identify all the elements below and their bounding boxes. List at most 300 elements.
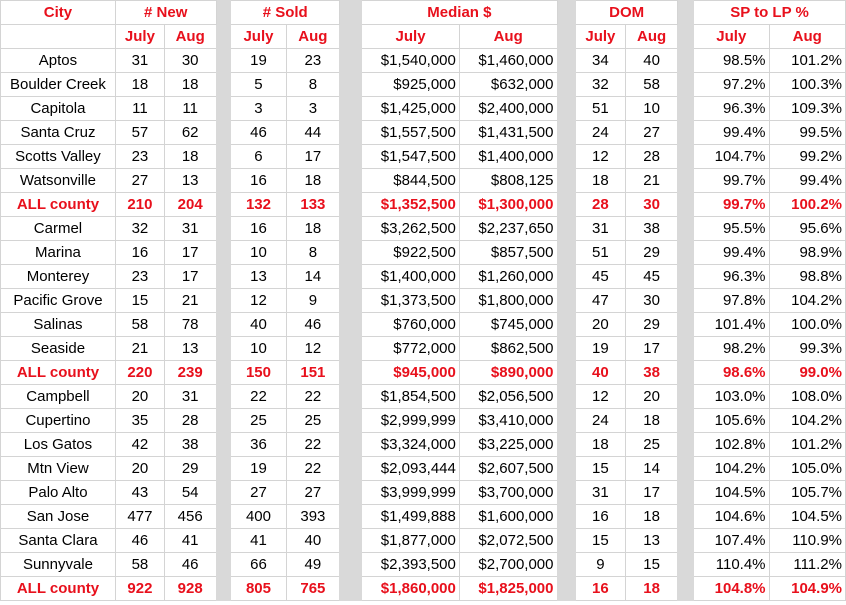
median-july-cell[interactable]: $1,425,000 <box>362 97 460 121</box>
sp-aug-cell[interactable]: 99.0% <box>769 361 845 385</box>
city-cell[interactable]: Palo Alto <box>1 481 116 505</box>
dom-aug-cell[interactable]: 30 <box>625 289 678 313</box>
sold-july-cell[interactable]: 16 <box>231 217 286 241</box>
city-cell[interactable]: ALL county <box>1 193 116 217</box>
median-aug-cell[interactable]: $2,400,000 <box>459 97 557 121</box>
new-july-cell[interactable]: 27 <box>115 169 164 193</box>
median-aug-cell[interactable]: $1,800,000 <box>459 289 557 313</box>
sold-july-cell[interactable]: 13 <box>231 265 286 289</box>
dom-header[interactable]: DOM <box>575 1 677 25</box>
median-july-cell[interactable]: $1,373,500 <box>362 289 460 313</box>
city-cell[interactable]: Capitola <box>1 97 116 121</box>
column-gap <box>557 1 575 601</box>
sp-aug-cell[interactable]: 111.2% <box>769 553 845 577</box>
sold-aug-cell[interactable]: 46 <box>286 313 339 337</box>
median-july-cell[interactable]: $772,000 <box>362 337 460 361</box>
sp-lp-header[interactable]: SP to LP % <box>694 1 846 25</box>
city-cell[interactable]: Watsonville <box>1 169 116 193</box>
dom-aug-cell[interactable]: 40 <box>625 49 678 73</box>
dom-aug-header[interactable]: Aug <box>625 25 678 49</box>
sp-aug-cell[interactable]: 100.3% <box>769 73 845 97</box>
dom-july-cell[interactable]: 32 <box>575 73 625 97</box>
median-aug-cell[interactable]: $3,700,000 <box>459 481 557 505</box>
dom-july-cell[interactable]: 31 <box>575 481 625 505</box>
sold-july-cell[interactable]: 22 <box>231 385 286 409</box>
sold-july-cell[interactable]: 19 <box>231 49 286 73</box>
sold-aug-cell[interactable]: 22 <box>286 433 339 457</box>
city-cell[interactable]: Boulder Creek <box>1 73 116 97</box>
city-cell[interactable]: Aptos <box>1 49 116 73</box>
sold-aug-cell[interactable]: 3 <box>286 97 339 121</box>
sp-aug-cell[interactable]: 109.3% <box>769 97 845 121</box>
new-aug-cell[interactable]: 17 <box>164 265 216 289</box>
sp-aug-cell[interactable]: 104.5% <box>769 505 845 529</box>
new-july-cell[interactable]: 20 <box>115 385 164 409</box>
table-row <box>1 49 846 73</box>
new-july-cell[interactable]: 15 <box>115 289 164 313</box>
city-cell[interactable]: ALL county <box>1 361 116 385</box>
median-july-cell[interactable]: $2,093,444 <box>362 457 460 481</box>
sp-aug-cell[interactable]: 104.9% <box>769 577 845 601</box>
new-july-cell[interactable]: 20 <box>115 457 164 481</box>
sp-july-cell[interactable]: 104.6% <box>694 505 769 529</box>
table-row <box>1 385 846 409</box>
new-july-cell[interactable]: 31 <box>115 49 164 73</box>
median-july-cell[interactable]: $945,000 <box>362 361 460 385</box>
new-july-cell[interactable]: 23 <box>115 265 164 289</box>
sold-aug-cell[interactable]: 22 <box>286 457 339 481</box>
median-july-cell[interactable]: $3,999,999 <box>362 481 460 505</box>
new-aug-cell[interactable]: 30 <box>164 49 216 73</box>
table-row <box>1 121 846 145</box>
new-aug-cell[interactable]: 18 <box>164 145 216 169</box>
dom-aug-cell[interactable]: 25 <box>625 433 678 457</box>
sp-aug-cell[interactable]: 110.9% <box>769 529 845 553</box>
dom-july-cell[interactable]: 51 <box>575 97 625 121</box>
new-july-cell[interactable]: 16 <box>115 241 164 265</box>
dom-aug-cell[interactable]: 38 <box>625 217 678 241</box>
sp-july-cell[interactable]: 97.2% <box>694 73 769 97</box>
table-row-total <box>1 577 846 601</box>
dom-july-cell[interactable]: 34 <box>575 49 625 73</box>
median-july-cell[interactable]: $1,352,500 <box>362 193 460 217</box>
sp-july-cell[interactable]: 104.2% <box>694 457 769 481</box>
new-july-cell[interactable]: 58 <box>115 313 164 337</box>
sold-july-cell[interactable]: 40 <box>231 313 286 337</box>
new-july-cell[interactable]: 46 <box>115 529 164 553</box>
sp-aug-cell[interactable]: 100.2% <box>769 193 845 217</box>
sp-july-cell[interactable]: 98.5% <box>694 49 769 73</box>
sold-july-cell[interactable]: 805 <box>231 577 286 601</box>
new-july-cell[interactable]: 922 <box>115 577 164 601</box>
median-aug-cell[interactable]: $1,460,000 <box>459 49 557 73</box>
sp-july-cell[interactable]: 96.3% <box>694 265 769 289</box>
sold-aug-cell[interactable]: 133 <box>286 193 339 217</box>
median-aug-cell[interactable]: $3,410,000 <box>459 409 557 433</box>
table-row <box>1 529 846 553</box>
new-aug-cell[interactable]: 11 <box>164 97 216 121</box>
dom-july-cell[interactable]: 16 <box>575 577 625 601</box>
table-row <box>1 265 846 289</box>
dom-july-cell[interactable]: 20 <box>575 313 625 337</box>
sold-july-cell[interactable]: 16 <box>231 169 286 193</box>
median-aug-cell[interactable]: $1,400,000 <box>459 145 557 169</box>
sold-aug-cell[interactable]: 9 <box>286 289 339 313</box>
month-header-row <box>1 25 846 49</box>
empty-cell[interactable] <box>1 25 116 49</box>
table-row <box>1 73 846 97</box>
new-july-cell[interactable]: 32 <box>115 217 164 241</box>
table-row <box>1 457 846 481</box>
sp-july-header[interactable]: July <box>694 25 769 49</box>
sp-aug-cell[interactable]: 95.6% <box>769 217 845 241</box>
new-july-cell[interactable]: 18 <box>115 73 164 97</box>
sp-aug-cell[interactable]: 99.4% <box>769 169 845 193</box>
sp-aug-cell[interactable]: 105.7% <box>769 481 845 505</box>
median-july-cell[interactable]: $1,557,500 <box>362 121 460 145</box>
median-aug-cell[interactable]: $890,000 <box>459 361 557 385</box>
sp-aug-cell[interactable]: 99.3% <box>769 337 845 361</box>
new-aug-cell[interactable]: 13 <box>164 337 216 361</box>
sold-july-cell[interactable]: 10 <box>231 337 286 361</box>
new-aug-cell[interactable]: 21 <box>164 289 216 313</box>
city-cell[interactable]: ALL county <box>1 577 116 601</box>
sp-july-cell[interactable]: 102.8% <box>694 433 769 457</box>
dom-aug-cell[interactable]: 27 <box>625 121 678 145</box>
sold-july-cell[interactable]: 36 <box>231 433 286 457</box>
median-july-header[interactable]: July <box>362 25 460 49</box>
dom-july-cell[interactable]: 15 <box>575 529 625 553</box>
table-row-total <box>1 193 846 217</box>
new-header[interactable]: # New <box>115 1 216 25</box>
sp-july-cell[interactable]: 107.4% <box>694 529 769 553</box>
dom-aug-cell[interactable]: 29 <box>625 241 678 265</box>
dom-july-cell[interactable]: 15 <box>575 457 625 481</box>
sp-july-cell[interactable]: 104.7% <box>694 145 769 169</box>
city-header[interactable]: City <box>1 1 116 25</box>
median-july-cell[interactable]: $3,262,500 <box>362 217 460 241</box>
new-aug-cell[interactable]: 62 <box>164 121 216 145</box>
sold-aug-cell[interactable]: 12 <box>286 337 339 361</box>
sp-july-cell[interactable]: 98.6% <box>694 361 769 385</box>
sp-aug-cell[interactable]: 105.0% <box>769 457 845 481</box>
sold-july-cell[interactable]: 41 <box>231 529 286 553</box>
median-aug-cell[interactable]: $2,056,500 <box>459 385 557 409</box>
median-aug-cell[interactable]: $1,260,000 <box>459 265 557 289</box>
sold-july-cell[interactable]: 25 <box>231 409 286 433</box>
column-gap <box>216 1 231 601</box>
new-aug-cell[interactable]: 46 <box>164 553 216 577</box>
new-aug-cell[interactable]: 239 <box>164 361 216 385</box>
city-cell[interactable]: Sunnyvale <box>1 553 116 577</box>
median-aug-header[interactable]: Aug <box>459 25 557 49</box>
sold-aug-cell[interactable]: 18 <box>286 217 339 241</box>
dom-july-cell[interactable]: 16 <box>575 505 625 529</box>
dom-july-cell[interactable]: 9 <box>575 553 625 577</box>
median-aug-cell[interactable]: $2,607,500 <box>459 457 557 481</box>
sold-july-cell[interactable]: 10 <box>231 241 286 265</box>
dom-july-header[interactable]: July <box>575 25 625 49</box>
dom-july-cell[interactable]: 51 <box>575 241 625 265</box>
sp-july-cell[interactable]: 98.2% <box>694 337 769 361</box>
median-aug-cell[interactable]: $3,225,000 <box>459 433 557 457</box>
sold-aug-cell[interactable]: 18 <box>286 169 339 193</box>
sold-aug-cell[interactable]: 49 <box>286 553 339 577</box>
new-aug-cell[interactable]: 29 <box>164 457 216 481</box>
dom-july-cell[interactable]: 45 <box>575 265 625 289</box>
dom-july-cell[interactable]: 19 <box>575 337 625 361</box>
median-aug-cell[interactable]: $862,500 <box>459 337 557 361</box>
sold-july-cell[interactable]: 19 <box>231 457 286 481</box>
sp-july-cell[interactable]: 99.4% <box>694 241 769 265</box>
sold-july-cell[interactable]: 3 <box>231 97 286 121</box>
dom-july-cell[interactable]: 24 <box>575 409 625 433</box>
table-row <box>1 553 846 577</box>
sold-july-header[interactable]: July <box>231 25 286 49</box>
city-cell[interactable]: Marina <box>1 241 116 265</box>
sold-july-cell[interactable]: 5 <box>231 73 286 97</box>
median-aug-cell[interactable]: $2,237,650 <box>459 217 557 241</box>
sp-aug-cell[interactable]: 98.8% <box>769 265 845 289</box>
sold-aug-header[interactable]: Aug <box>286 25 339 49</box>
dom-aug-cell[interactable]: 20 <box>625 385 678 409</box>
new-july-cell[interactable]: 220 <box>115 361 164 385</box>
new-aug-cell[interactable]: 18 <box>164 73 216 97</box>
header-row <box>1 1 846 25</box>
table-row <box>1 169 846 193</box>
sp-july-cell[interactable]: 110.4% <box>694 553 769 577</box>
sp-july-cell[interactable]: 104.5% <box>694 481 769 505</box>
median-aug-cell[interactable]: $808,125 <box>459 169 557 193</box>
sp-july-cell[interactable]: 96.3% <box>694 97 769 121</box>
sold-aug-cell[interactable]: 44 <box>286 121 339 145</box>
new-july-cell[interactable]: 477 <box>115 505 164 529</box>
new-july-header[interactable]: July <box>115 25 164 49</box>
table-row-total <box>1 361 846 385</box>
table-row <box>1 433 846 457</box>
sold-aug-cell[interactable]: 151 <box>286 361 339 385</box>
sold-july-cell[interactable]: 46 <box>231 121 286 145</box>
new-aug-cell[interactable]: 17 <box>164 241 216 265</box>
table-row <box>1 217 846 241</box>
dom-july-cell[interactable]: 18 <box>575 169 625 193</box>
new-aug-cell[interactable]: 204 <box>164 193 216 217</box>
sold-aug-cell[interactable]: 765 <box>286 577 339 601</box>
dom-aug-cell[interactable]: 10 <box>625 97 678 121</box>
median-july-cell[interactable]: $1,540,000 <box>362 49 460 73</box>
city-cell[interactable]: Campbell <box>1 385 116 409</box>
sold-aug-cell[interactable]: 393 <box>286 505 339 529</box>
sold-aug-cell[interactable]: 14 <box>286 265 339 289</box>
new-july-cell[interactable]: 57 <box>115 121 164 145</box>
sold-aug-cell[interactable]: 8 <box>286 241 339 265</box>
new-july-cell[interactable]: 35 <box>115 409 164 433</box>
new-aug-cell[interactable]: 13 <box>164 169 216 193</box>
median-aug-cell[interactable]: $2,700,000 <box>459 553 557 577</box>
new-july-cell[interactable]: 11 <box>115 97 164 121</box>
table-row <box>1 481 846 505</box>
city-cell[interactable]: Mtn View <box>1 457 116 481</box>
median-july-cell[interactable]: $1,499,888 <box>362 505 460 529</box>
dom-aug-cell[interactable]: 15 <box>625 553 678 577</box>
sold-aug-cell[interactable]: 22 <box>286 385 339 409</box>
median-july-cell[interactable]: $925,000 <box>362 73 460 97</box>
median-july-cell[interactable]: $922,500 <box>362 241 460 265</box>
sold-aug-cell[interactable]: 25 <box>286 409 339 433</box>
new-aug-cell[interactable]: 78 <box>164 313 216 337</box>
sp-july-cell[interactable]: 99.7% <box>694 169 769 193</box>
sp-aug-cell[interactable]: 101.2% <box>769 49 845 73</box>
sp-aug-cell[interactable]: 104.2% <box>769 409 845 433</box>
city-cell[interactable]: Monterey <box>1 265 116 289</box>
dom-aug-cell[interactable]: 38 <box>625 361 678 385</box>
dom-july-cell[interactable]: 18 <box>575 433 625 457</box>
dom-aug-cell[interactable]: 17 <box>625 481 678 505</box>
sp-aug-header[interactable]: Aug <box>769 25 845 49</box>
city-cell[interactable]: Santa Clara <box>1 529 116 553</box>
sold-july-cell[interactable]: 150 <box>231 361 286 385</box>
sold-aug-cell[interactable]: 27 <box>286 481 339 505</box>
column-gap <box>678 1 694 601</box>
new-aug-cell[interactable]: 28 <box>164 409 216 433</box>
dom-aug-cell[interactable]: 17 <box>625 337 678 361</box>
dom-aug-cell[interactable]: 29 <box>625 313 678 337</box>
sold-aug-cell[interactable]: 23 <box>286 49 339 73</box>
dom-aug-cell[interactable]: 28 <box>625 145 678 169</box>
sp-aug-cell[interactable]: 100.0% <box>769 313 845 337</box>
city-cell[interactable]: Scotts Valley <box>1 145 116 169</box>
median-july-cell[interactable]: $760,000 <box>362 313 460 337</box>
median-header[interactable]: Median $ <box>362 1 557 25</box>
dom-aug-cell[interactable]: 18 <box>625 577 678 601</box>
dom-aug-cell[interactable]: 18 <box>625 505 678 529</box>
new-july-cell[interactable]: 58 <box>115 553 164 577</box>
dom-aug-cell[interactable]: 30 <box>625 193 678 217</box>
new-aug-cell[interactable]: 38 <box>164 433 216 457</box>
sp-aug-cell[interactable]: 99.5% <box>769 121 845 145</box>
median-july-cell[interactable]: $844,500 <box>362 169 460 193</box>
sp-july-cell[interactable]: 99.7% <box>694 193 769 217</box>
new-july-cell[interactable]: 210 <box>115 193 164 217</box>
median-aug-cell[interactable]: $857,500 <box>459 241 557 265</box>
new-july-cell[interactable]: 43 <box>115 481 164 505</box>
median-july-cell[interactable]: $3,324,000 <box>362 433 460 457</box>
sold-header[interactable]: # Sold <box>231 1 340 25</box>
dom-july-cell[interactable]: 28 <box>575 193 625 217</box>
median-aug-cell[interactable]: $1,431,500 <box>459 121 557 145</box>
dom-aug-cell[interactable]: 18 <box>625 409 678 433</box>
dom-aug-cell[interactable]: 13 <box>625 529 678 553</box>
new-july-cell[interactable]: 42 <box>115 433 164 457</box>
median-july-cell[interactable]: $1,877,000 <box>362 529 460 553</box>
new-aug-cell[interactable]: 31 <box>164 385 216 409</box>
city-cell[interactable]: Salinas <box>1 313 116 337</box>
sp-july-cell[interactable]: 95.5% <box>694 217 769 241</box>
median-aug-cell[interactable]: $1,300,000 <box>459 193 557 217</box>
median-aug-cell[interactable]: $1,600,000 <box>459 505 557 529</box>
dom-aug-cell[interactable]: 45 <box>625 265 678 289</box>
sp-aug-cell[interactable]: 108.0% <box>769 385 845 409</box>
median-july-cell[interactable]: $2,393,500 <box>362 553 460 577</box>
city-cell[interactable]: Seaside <box>1 337 116 361</box>
new-aug-cell[interactable]: 54 <box>164 481 216 505</box>
sp-aug-cell[interactable]: 101.2% <box>769 433 845 457</box>
sp-aug-cell[interactable]: 104.2% <box>769 289 845 313</box>
new-july-cell[interactable]: 21 <box>115 337 164 361</box>
city-cell[interactable]: Carmel <box>1 217 116 241</box>
median-aug-cell[interactable]: $745,000 <box>459 313 557 337</box>
sp-july-cell[interactable]: 103.0% <box>694 385 769 409</box>
sp-july-cell[interactable]: 101.4% <box>694 313 769 337</box>
sp-aug-cell[interactable]: 98.9% <box>769 241 845 265</box>
new-aug-cell[interactable]: 41 <box>164 529 216 553</box>
table-row <box>1 241 846 265</box>
dom-july-cell[interactable]: 31 <box>575 217 625 241</box>
sp-july-cell[interactable]: 104.8% <box>694 577 769 601</box>
column-gap <box>340 1 362 601</box>
dom-july-cell[interactable]: 40 <box>575 361 625 385</box>
sold-aug-cell[interactable]: 8 <box>286 73 339 97</box>
table-row <box>1 97 846 121</box>
city-cell[interactable]: Santa Cruz <box>1 121 116 145</box>
dom-aug-cell[interactable]: 58 <box>625 73 678 97</box>
table-row <box>1 313 846 337</box>
sold-aug-cell[interactable]: 17 <box>286 145 339 169</box>
new-july-cell[interactable]: 23 <box>115 145 164 169</box>
median-aug-cell[interactable]: $632,000 <box>459 73 557 97</box>
median-july-cell[interactable]: $1,547,500 <box>362 145 460 169</box>
sp-july-cell[interactable]: 105.6% <box>694 409 769 433</box>
table-row <box>1 505 846 529</box>
sp-aug-cell[interactable]: 99.2% <box>769 145 845 169</box>
table-row <box>1 409 846 433</box>
table-row <box>1 145 846 169</box>
new-aug-cell[interactable]: 928 <box>164 577 216 601</box>
sold-july-cell[interactable]: 27 <box>231 481 286 505</box>
median-july-cell[interactable]: $1,854,500 <box>362 385 460 409</box>
median-july-cell[interactable]: $1,400,000 <box>362 265 460 289</box>
city-cell[interactable]: Los Gatos <box>1 433 116 457</box>
median-aug-cell[interactable]: $1,825,000 <box>459 577 557 601</box>
dom-july-cell[interactable]: 12 <box>575 145 625 169</box>
median-july-cell[interactable]: $2,999,999 <box>362 409 460 433</box>
new-aug-header[interactable]: Aug <box>164 25 216 49</box>
sold-july-cell[interactable]: 6 <box>231 145 286 169</box>
median-aug-cell[interactable]: $2,072,500 <box>459 529 557 553</box>
sp-july-cell[interactable]: 99.4% <box>694 121 769 145</box>
new-aug-cell[interactable]: 31 <box>164 217 216 241</box>
sp-july-cell[interactable]: 97.8% <box>694 289 769 313</box>
new-aug-cell[interactable]: 456 <box>164 505 216 529</box>
sold-aug-cell[interactable]: 40 <box>286 529 339 553</box>
sold-july-cell[interactable]: 400 <box>231 505 286 529</box>
dom-july-cell[interactable]: 24 <box>575 121 625 145</box>
sold-july-cell[interactable]: 132 <box>231 193 286 217</box>
table-row <box>1 289 846 313</box>
table-row <box>1 337 846 361</box>
sold-july-cell[interactable]: 12 <box>231 289 286 313</box>
dom-july-cell[interactable]: 47 <box>575 289 625 313</box>
median-july-cell[interactable]: $1,860,000 <box>362 577 460 601</box>
dom-aug-cell[interactable]: 21 <box>625 169 678 193</box>
city-cell[interactable]: San Jose <box>1 505 116 529</box>
city-cell[interactable]: Pacific Grove <box>1 289 116 313</box>
sold-july-cell[interactable]: 66 <box>231 553 286 577</box>
dom-aug-cell[interactable]: 14 <box>625 457 678 481</box>
dom-july-cell[interactable]: 12 <box>575 385 625 409</box>
table-body <box>1 1 846 601</box>
city-cell[interactable]: Cupertino <box>1 409 116 433</box>
